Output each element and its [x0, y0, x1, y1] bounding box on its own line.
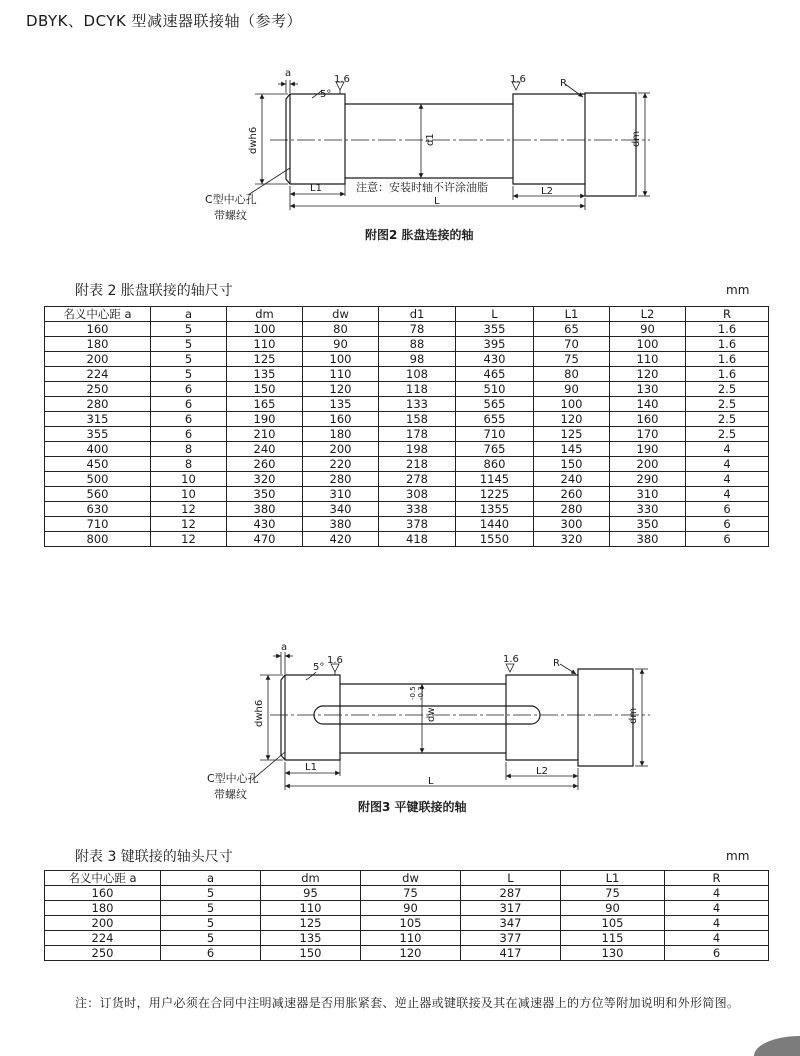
- table-cell: 135: [303, 397, 379, 412]
- table-cell: 260: [227, 457, 303, 472]
- header-cell: L: [456, 307, 534, 322]
- header-cell: d1: [379, 307, 456, 322]
- header-cell: dm: [261, 871, 361, 886]
- table2: [44, 306, 769, 547]
- table-cell: 4: [665, 931, 769, 946]
- table-cell: 120: [303, 382, 379, 397]
- table-cell: 320: [227, 472, 303, 487]
- table-cell: 115: [561, 931, 665, 946]
- table-cell: 160: [610, 412, 686, 427]
- table-cell: 12: [151, 517, 227, 532]
- table-cell: 5: [151, 322, 227, 337]
- header-cell: dw: [361, 871, 461, 886]
- table-cell: 5: [151, 352, 227, 367]
- header-row: [45, 871, 769, 886]
- table-row: [45, 457, 769, 472]
- figure2-drawing: [0, 60, 800, 220]
- table-cell: 630: [45, 502, 151, 517]
- table-cell: 6: [665, 946, 769, 961]
- table-cell: 315: [45, 412, 151, 427]
- table-row: [45, 397, 769, 412]
- table-cell: 180: [45, 337, 151, 352]
- fig3-label-dw: dw: [426, 707, 437, 722]
- table-row: [45, 886, 769, 901]
- fig2-label-rough2: 1.6: [510, 74, 526, 85]
- table-cell: 160: [45, 886, 161, 901]
- table-cell: 1550: [456, 532, 534, 547]
- table-cell: 4: [665, 886, 769, 901]
- table-cell: 110: [227, 337, 303, 352]
- table-cell: 347: [461, 916, 561, 931]
- footnote: 注：订货时，用户必须在合同中注明减速器是否用胀紧套、逆止器或键联接及其在减速器上的方位等附加说明和外形简图。: [75, 996, 740, 1010]
- table-cell: 417: [461, 946, 561, 961]
- header-cell: a: [161, 871, 261, 886]
- header-cell: L2: [610, 307, 686, 322]
- table-cell: 1.6: [686, 322, 769, 337]
- table2-body: [45, 307, 769, 547]
- table-cell: 6: [161, 946, 261, 961]
- table-cell: 400: [45, 442, 151, 457]
- table-cell: 380: [303, 517, 379, 532]
- table-cell: 5: [161, 886, 261, 901]
- table-cell: 80: [303, 322, 379, 337]
- fig3-label-angle: 5°: [313, 662, 325, 673]
- table-cell: 5: [161, 931, 261, 946]
- table-cell: 765: [456, 442, 534, 457]
- table-cell: 150: [261, 946, 361, 961]
- table-cell: 6: [151, 397, 227, 412]
- fig3-center-hole-1: C型中心孔: [207, 772, 259, 785]
- table-cell: 378: [379, 517, 456, 532]
- table-cell: 170: [610, 427, 686, 442]
- fig2-install-note: 注意：安装时轴不许涂油脂: [356, 181, 488, 194]
- table-cell: 12: [151, 532, 227, 547]
- table-cell: 90: [534, 382, 610, 397]
- table-cell: 6: [151, 382, 227, 397]
- table-cell: 150: [534, 457, 610, 472]
- page-title: DBYK、DCYK 型减速器联接轴（参考）: [26, 12, 303, 30]
- fig3-label-a: a: [281, 642, 288, 653]
- figure2-caption: 附图2 胀盘连接的轴: [365, 228, 474, 242]
- table-cell: 140: [610, 397, 686, 412]
- table-cell: 1.6: [686, 352, 769, 367]
- table-cell: 224: [45, 367, 151, 382]
- fig3-label-r: R: [553, 658, 560, 669]
- table-cell: 308: [379, 487, 456, 502]
- table-cell: 220: [303, 457, 379, 472]
- table-cell: 90: [561, 901, 665, 916]
- table-row: [45, 427, 769, 442]
- fig3-label-rough2: 1.6: [503, 654, 519, 665]
- table-cell: 2.5: [686, 382, 769, 397]
- table-cell: 6: [151, 412, 227, 427]
- table-cell: 100: [227, 322, 303, 337]
- fig2-label-angle: 5°: [320, 89, 332, 100]
- table-cell: 108: [379, 367, 456, 382]
- fig2-label-r: R: [560, 78, 567, 89]
- table-cell: 200: [610, 457, 686, 472]
- table-cell: 6: [686, 502, 769, 517]
- table-cell: 100: [303, 352, 379, 367]
- table-row: [45, 352, 769, 367]
- table-cell: 4: [686, 472, 769, 487]
- table-cell: 2.5: [686, 397, 769, 412]
- table-cell: 200: [303, 442, 379, 457]
- table-cell: 200: [45, 352, 151, 367]
- table-cell: 500: [45, 472, 151, 487]
- table-cell: 8: [151, 442, 227, 457]
- header-cell: dw: [303, 307, 379, 322]
- table-cell: 340: [303, 502, 379, 517]
- table-cell: 240: [534, 472, 610, 487]
- table-cell: 8: [151, 457, 227, 472]
- table-cell: 190: [610, 442, 686, 457]
- table-cell: 100: [610, 337, 686, 352]
- fig2-center-hole-2: 带螺纹: [214, 209, 247, 220]
- table-cell: 110: [361, 931, 461, 946]
- table-cell: 4: [686, 487, 769, 502]
- figure3-caption: 附图3 平键联接的轴: [358, 800, 467, 814]
- table-cell: 160: [45, 322, 151, 337]
- fig2-label-rough1: 1.6: [334, 74, 350, 85]
- table-cell: 1225: [456, 487, 534, 502]
- table-cell: 10: [151, 487, 227, 502]
- table-cell: 65: [534, 322, 610, 337]
- table-cell: 125: [227, 352, 303, 367]
- header-cell: L: [461, 871, 561, 886]
- table-cell: 78: [379, 322, 456, 337]
- table-cell: 5: [161, 916, 261, 931]
- table-cell: 5: [151, 367, 227, 382]
- fig3-label-l1: L1: [305, 762, 317, 773]
- table-cell: 800: [45, 532, 151, 547]
- table3-body: [45, 871, 769, 961]
- table-cell: 224: [45, 931, 161, 946]
- table-cell: 165: [227, 397, 303, 412]
- table-cell: 280: [534, 502, 610, 517]
- table-cell: 560: [45, 487, 151, 502]
- table-cell: 98: [379, 352, 456, 367]
- table-cell: 200: [45, 916, 161, 931]
- table-cell: 180: [303, 427, 379, 442]
- table-cell: 88: [379, 337, 456, 352]
- table-row: [45, 901, 769, 916]
- table-cell: 120: [610, 367, 686, 382]
- fig2-label-dm: dm: [631, 130, 642, 147]
- table-cell: 100: [534, 397, 610, 412]
- table-cell: 135: [261, 931, 361, 946]
- fig3-tol-top: -0.5: [409, 686, 417, 700]
- table-cell: 317: [461, 901, 561, 916]
- table-cell: 145: [534, 442, 610, 457]
- table-cell: 430: [456, 352, 534, 367]
- table-cell: 418: [379, 532, 456, 547]
- table-cell: 190: [227, 412, 303, 427]
- header-row: [45, 307, 769, 322]
- table-cell: 218: [379, 457, 456, 472]
- table-cell: 6: [686, 517, 769, 532]
- table-cell: 90: [303, 337, 379, 352]
- table-cell: 130: [610, 382, 686, 397]
- fig2-center-hole-1: C型中心孔: [205, 193, 257, 206]
- table-cell: 250: [45, 382, 151, 397]
- fig3-label-rough1: 1.6: [327, 655, 343, 666]
- table-cell: 1440: [456, 517, 534, 532]
- table-cell: 90: [610, 322, 686, 337]
- table-row: [45, 916, 769, 931]
- fig3-label-dm: dm: [628, 707, 639, 724]
- fig2-label-l: L: [434, 196, 440, 207]
- table3-title: 附表 3 键联接的轴头尺寸: [75, 849, 233, 865]
- table-cell: 860: [456, 457, 534, 472]
- table-cell: 120: [534, 412, 610, 427]
- table-cell: 2.5: [686, 412, 769, 427]
- fig2-label-l1: L1: [310, 183, 322, 194]
- table-cell: 6: [686, 532, 769, 547]
- table-cell: 470: [227, 532, 303, 547]
- table-cell: 377: [461, 931, 561, 946]
- fig3-label-l: L: [428, 776, 434, 787]
- table-cell: 280: [303, 472, 379, 487]
- fig3-label-dwh6: dwh6: [254, 699, 265, 727]
- table2-title: 附表 2 胀盘联接的轴尺寸: [75, 283, 233, 299]
- table-cell: 565: [456, 397, 534, 412]
- table-cell: 133: [379, 397, 456, 412]
- table-cell: 110: [303, 367, 379, 382]
- table-cell: 465: [456, 367, 534, 382]
- table3: [44, 870, 769, 961]
- table-cell: 6: [151, 427, 227, 442]
- fig2-label-a: a: [285, 68, 292, 79]
- table-cell: 198: [379, 442, 456, 457]
- table-cell: 355: [456, 322, 534, 337]
- fig3-label-l2: L2: [536, 766, 548, 777]
- table-cell: 130: [561, 946, 665, 961]
- table-cell: 710: [45, 517, 151, 532]
- fig2-label-dwh6: dwh6: [248, 126, 259, 154]
- table-row: [45, 517, 769, 532]
- header-cell: 名义中心距 a: [45, 307, 151, 322]
- header-cell: L1: [534, 307, 610, 322]
- table-cell: 1.6: [686, 367, 769, 382]
- table-cell: 260: [534, 487, 610, 502]
- table-cell: 110: [261, 901, 361, 916]
- table-row: [45, 367, 769, 382]
- table-row: [45, 442, 769, 457]
- table-cell: 350: [227, 487, 303, 502]
- header-cell: 名义中心距 a: [45, 871, 161, 886]
- table-cell: 300: [534, 517, 610, 532]
- table-row: [45, 382, 769, 397]
- table-cell: 180: [45, 901, 161, 916]
- header-cell: dm: [227, 307, 303, 322]
- table-row: [45, 532, 769, 547]
- table-cell: 80: [534, 367, 610, 382]
- table-cell: 95: [261, 886, 361, 901]
- table-row: [45, 412, 769, 427]
- table-row: [45, 487, 769, 502]
- table-cell: 105: [561, 916, 665, 931]
- table-cell: 125: [534, 427, 610, 442]
- gear-decoration: [754, 1036, 800, 1056]
- table-cell: 310: [303, 487, 379, 502]
- table-cell: 90: [361, 901, 461, 916]
- table-cell: 350: [610, 517, 686, 532]
- header-cell: R: [665, 871, 769, 886]
- table-cell: 5: [151, 337, 227, 352]
- fig2-label-l2: L2: [541, 186, 553, 197]
- table-cell: 710: [456, 427, 534, 442]
- table-row: [45, 946, 769, 961]
- table-cell: 10: [151, 472, 227, 487]
- table-cell: 4: [665, 901, 769, 916]
- table-cell: 125: [261, 916, 361, 931]
- table-cell: 250: [45, 946, 161, 961]
- table-cell: 5: [161, 901, 261, 916]
- table-cell: 75: [561, 886, 665, 901]
- table-cell: 1355: [456, 502, 534, 517]
- fig3-center-hole-2: 带螺纹: [214, 788, 247, 800]
- table-cell: 150: [227, 382, 303, 397]
- table-cell: 280: [45, 397, 151, 412]
- table-cell: 330: [610, 502, 686, 517]
- table-cell: 380: [227, 502, 303, 517]
- table-cell: 2.5: [686, 427, 769, 442]
- table-cell: 4: [686, 457, 769, 472]
- table-row: [45, 931, 769, 946]
- table-cell: 75: [361, 886, 461, 901]
- table-cell: 110: [610, 352, 686, 367]
- table-cell: 290: [610, 472, 686, 487]
- table-cell: 4: [665, 916, 769, 931]
- table-cell: 1145: [456, 472, 534, 487]
- header-cell: L1: [561, 871, 665, 886]
- header-cell: a: [151, 307, 227, 322]
- table-cell: 338: [379, 502, 456, 517]
- table-cell: 420: [303, 532, 379, 547]
- table-cell: 118: [379, 382, 456, 397]
- table-cell: 210: [227, 427, 303, 442]
- table-cell: 105: [361, 916, 461, 931]
- table3-unit: mm: [726, 849, 750, 863]
- table-cell: 430: [227, 517, 303, 532]
- table-cell: 380: [610, 532, 686, 547]
- table-row: [45, 472, 769, 487]
- table-cell: 450: [45, 457, 151, 472]
- table-cell: 12: [151, 502, 227, 517]
- table-cell: 395: [456, 337, 534, 352]
- table-row: [45, 322, 769, 337]
- table-cell: 178: [379, 427, 456, 442]
- table-cell: 158: [379, 412, 456, 427]
- fig3-tol-bottom: -0.3: [417, 686, 425, 700]
- table-cell: 310: [610, 487, 686, 502]
- table2-unit: mm: [726, 283, 750, 297]
- table-cell: 287: [461, 886, 561, 901]
- table-row: [45, 502, 769, 517]
- header-cell: R: [686, 307, 769, 322]
- table-cell: 655: [456, 412, 534, 427]
- fig2-label-d1: d1: [425, 133, 436, 146]
- table-cell: 510: [456, 382, 534, 397]
- table-cell: 75: [534, 352, 610, 367]
- table-cell: 120: [361, 946, 461, 961]
- figure3-drawing: [0, 640, 800, 800]
- table-cell: 160: [303, 412, 379, 427]
- table-cell: 4: [686, 442, 769, 457]
- table-row: [45, 337, 769, 352]
- table-cell: 278: [379, 472, 456, 487]
- table-cell: 70: [534, 337, 610, 352]
- table-cell: 355: [45, 427, 151, 442]
- table-cell: 1.6: [686, 337, 769, 352]
- table-cell: 320: [534, 532, 610, 547]
- table-cell: 240: [227, 442, 303, 457]
- table-cell: 135: [227, 367, 303, 382]
